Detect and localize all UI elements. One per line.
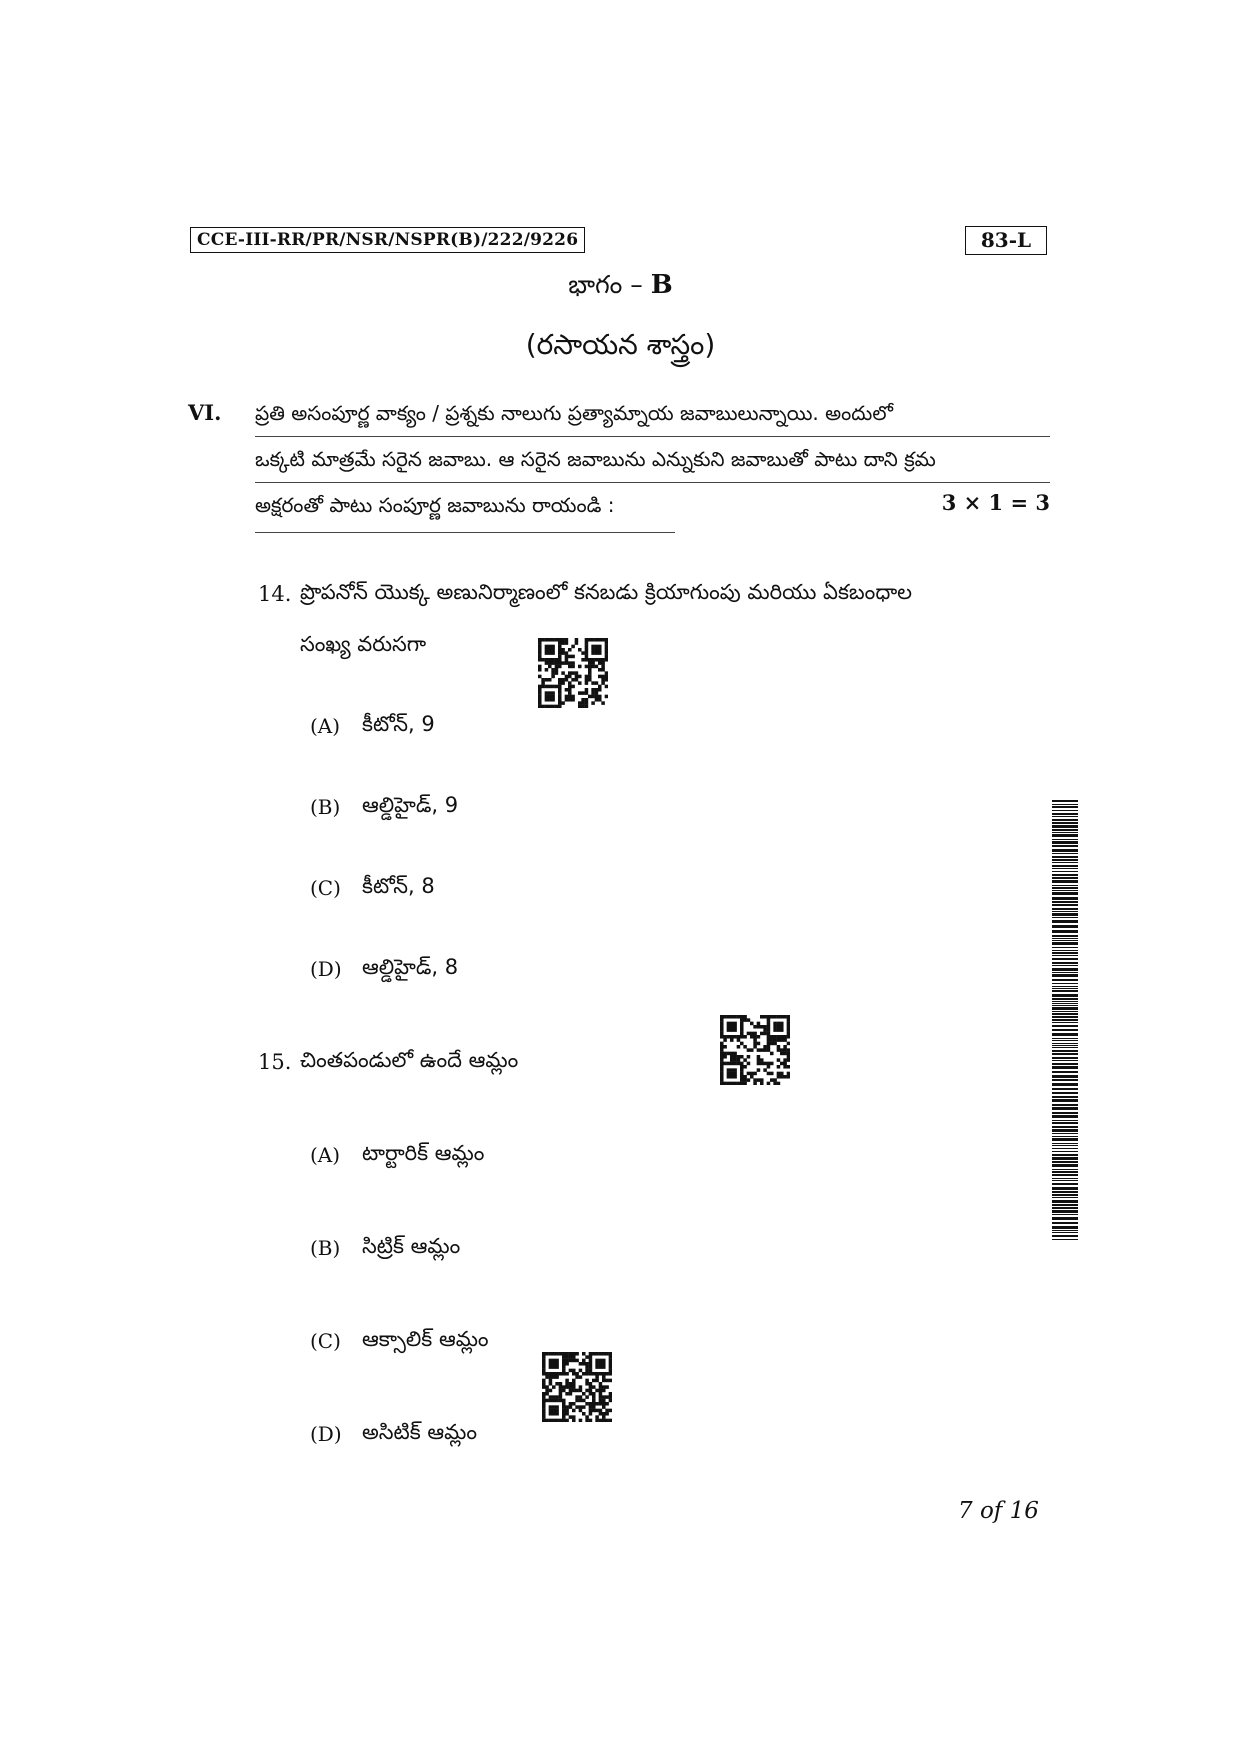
q14-option-a-text: కీటోన్, 9 [362, 712, 435, 736]
part-prefix: భాగం – [568, 270, 651, 299]
q14-option-a-label: (A) [310, 714, 341, 738]
q15-option-b-text: సిట్రిక్ ఆమ్లం [362, 1234, 461, 1258]
part-title [0, 270, 1241, 306]
question-14-text-line-2: సంఖ్య వరుసగా [300, 632, 427, 656]
page-number: 7 of 16 [958, 1498, 1039, 1524]
section-number: VI. [188, 400, 222, 425]
q14-option-c-label: (C) [310, 876, 341, 900]
paper-id: 83-L [965, 226, 1047, 255]
instruction-line-3: అక్షరంతో పాటు సంపూర్ణ జవాబును రాయండి : [255, 493, 615, 517]
instruction-line-2: ఒక్కటి మాత్రమే సరైన జవాబు. ఆ సరైన జవాబును ఎన్నుకుని జవాబుతో పాటు దాని క్రమ [255, 447, 936, 471]
q15-option-d-text: అసిటిక్ ఆమ్లం [362, 1420, 478, 1444]
q15-option-a-text: టార్టారిక్ ఆమ్లం [362, 1141, 485, 1165]
q14-option-d-label: (D) [310, 957, 342, 981]
qr-code-icon [720, 1015, 790, 1085]
q15-option-b-label: (B) [310, 1236, 341, 1260]
paper-code: CCE-III-RR/PR/NSR/NSPR(B)/222/9226 [190, 227, 585, 253]
barcode-icon [1052, 800, 1078, 1240]
q15-option-d-label: (D) [310, 1422, 342, 1446]
q14-option-c-text: కీటోన్, 8 [362, 874, 435, 898]
qr-code-icon [538, 638, 608, 708]
question-14-number: 14. [258, 582, 292, 606]
q14-option-b-text: ఆల్డిహైడ్, 9 [362, 793, 459, 817]
qr-code-icon [542, 1352, 612, 1422]
question-14-text-line-1: ప్రొపనోన్ యొక్క అణునిర్మాణంలో కనబడు క్రియాగుంపు మరియు ఏకబంధాల [300, 580, 913, 604]
instruction-rule-3 [255, 532, 675, 533]
q15-option-c-text: ఆక్సాలిక్ ఆమ్లం [362, 1327, 489, 1351]
q15-option-c-label: (C) [310, 1329, 341, 1353]
question-15-text: చింతపండులో ఉందే ఆమ్లం [300, 1048, 519, 1072]
question-15-number: 15. [258, 1050, 292, 1074]
q15-option-a-label: (A) [310, 1143, 341, 1167]
q14-option-d-text: ఆల్డిహైడ్, 8 [362, 955, 459, 979]
part-letter: B [650, 270, 673, 300]
q14-option-b-label: (B) [310, 795, 341, 819]
subject-title: (రసాయన శాస్త్రం) [525, 328, 716, 361]
section-marks: 3 × 1 = 3 [941, 490, 1050, 515]
instruction-rule-1 [255, 436, 1050, 437]
instruction-line-1: ప్రతి అసంపూర్ణ వాక్యం / ప్రశ్నకు నాలుగు ప్రత్యామ్నాయ జవాబులున్నాయి. అందులో [255, 401, 893, 425]
instruction-rule-2 [255, 482, 1050, 483]
